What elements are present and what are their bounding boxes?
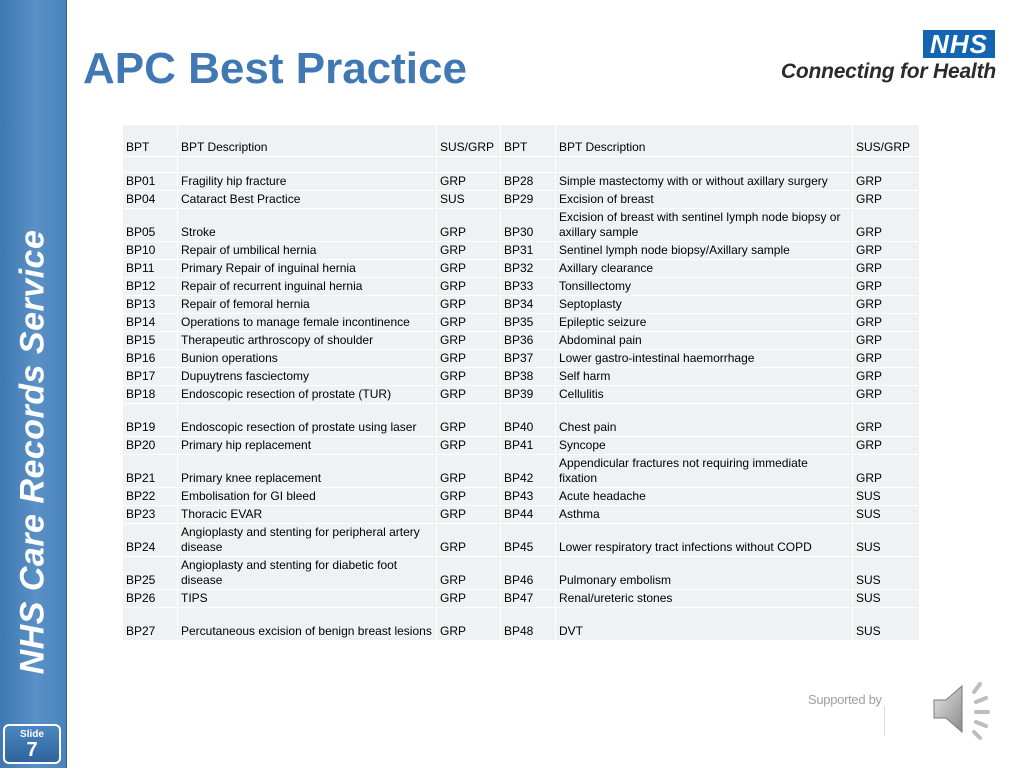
table-cell: Appendicular fractures not requiring immediate fixation (556, 455, 853, 488)
divider (884, 706, 885, 736)
table-cell: GRP (853, 296, 920, 314)
sidebar-band (0, 0, 67, 768)
table-cell: Acute headache (556, 488, 853, 506)
table-cell: Therapeutic arthroscopy of shoulder (178, 332, 437, 350)
table-cell: GRP (437, 506, 501, 524)
table-cell: BP16 (123, 350, 178, 368)
table-cell: GRP (853, 368, 920, 386)
table-row (123, 278, 920, 296)
table-cell: BP10 (123, 242, 178, 260)
table-cell: BP28 (501, 173, 556, 191)
table-cell: Sentinel lymph node biopsy/Axillary sample (556, 242, 853, 260)
table-cell: GRP (853, 242, 920, 260)
table-cell: BP23 (123, 506, 178, 524)
table-cell: BP33 (501, 278, 556, 296)
table-cell: Dupuytrens fasciectomy (178, 368, 437, 386)
table-cell: GRP (437, 488, 501, 506)
table-cell: GRP (437, 260, 501, 278)
table-cell: BP24 (123, 524, 178, 557)
slide-number-badge (3, 724, 61, 764)
table-cell: GRP (437, 296, 501, 314)
table-cell: GRP (853, 278, 920, 296)
table-cell: Syncope (556, 437, 853, 455)
table-cell: GRP (437, 437, 501, 455)
table-row (123, 332, 920, 350)
table-cell: GRP (437, 557, 501, 590)
table-cell: GRP (853, 332, 920, 350)
table-row (123, 590, 920, 608)
table-cell: BP04 (123, 191, 178, 209)
table-cell: BP34 (501, 296, 556, 314)
table-cell: BP13 (123, 296, 178, 314)
table-row (123, 386, 920, 404)
table-row (123, 506, 920, 524)
table-cell: GRP (437, 524, 501, 557)
table-cell: Repair of recurrent inguinal hernia (178, 278, 437, 296)
table-cell: BP48 (501, 608, 556, 641)
table-cell: SUS (853, 488, 920, 506)
table-cell: TIPS (178, 590, 437, 608)
table-cell: BP43 (501, 488, 556, 506)
table-cell: BP18 (123, 386, 178, 404)
slide-label: Slide (20, 729, 44, 740)
table-row (123, 368, 920, 386)
table-cell: GRP (437, 278, 501, 296)
table-cell: GRP (437, 608, 501, 641)
table-cell: Percutaneous excision of benign breast lesions (178, 608, 437, 641)
table-cell: Self harm (556, 368, 853, 386)
table-cell: Asthma (556, 506, 853, 524)
table-cell: Excision of breast (556, 191, 853, 209)
table-cell: BP26 (123, 590, 178, 608)
table-spacer-row (123, 157, 920, 173)
header-cell: BPT (123, 125, 178, 157)
brand-tagline: Connecting for Health (780, 60, 996, 83)
header-cell: BPT Description (178, 125, 437, 157)
table-row (123, 209, 920, 242)
table-row (123, 608, 920, 641)
table-row (123, 488, 920, 506)
table-cell: BP47 (501, 590, 556, 608)
table-cell: BP25 (123, 557, 178, 590)
table-cell: GRP (437, 173, 501, 191)
table-cell: BP45 (501, 524, 556, 557)
table-cell: BP36 (501, 332, 556, 350)
table-cell: Excision of breast with sentinel lymph node biopsy or axillary sample (556, 209, 853, 242)
table-cell: Chest pain (556, 404, 853, 437)
table-cell: Cellulitis (556, 386, 853, 404)
table-cell: BP30 (501, 209, 556, 242)
table-cell: Repair of umbilical hernia (178, 242, 437, 260)
table-cell: Endoscopic resection of prostate (TUR) (178, 386, 437, 404)
speaker-icon[interactable] (930, 676, 996, 742)
table-cell: BP38 (501, 368, 556, 386)
table-row (123, 437, 920, 455)
table-cell: GRP (437, 455, 501, 488)
table-cell: Fragility hip fracture (178, 173, 437, 191)
table-cell: GRP (853, 350, 920, 368)
table-cell: BP37 (501, 350, 556, 368)
table-cell: GRP (437, 350, 501, 368)
table-cell: BP41 (501, 437, 556, 455)
table-row (123, 314, 920, 332)
best-practice-table (122, 124, 920, 641)
table-cell: BP40 (501, 404, 556, 437)
table-row (123, 191, 920, 209)
header-cell: SUS/GRP (853, 125, 920, 157)
table-cell: Renal/ureteric stones (556, 590, 853, 608)
table-row (123, 350, 920, 368)
table-cell: Cataract Best Practice (178, 191, 437, 209)
table-cell: Angioplasty and stenting for diabetic foot disease (178, 557, 437, 590)
table-cell: GRP (853, 173, 920, 191)
table-cell: Axillary clearance (556, 260, 853, 278)
supported-by-text: Supported by (808, 692, 882, 707)
table-cell: BP32 (501, 260, 556, 278)
table-cell: BP17 (123, 368, 178, 386)
table-cell: BP21 (123, 455, 178, 488)
table-cell: GRP (437, 368, 501, 386)
table-cell: Pulmonary embolism (556, 557, 853, 590)
table-cell: BP14 (123, 314, 178, 332)
table-cell: GRP (437, 209, 501, 242)
table-cell: Lower gastro-intestinal haemorrhage (556, 350, 853, 368)
table-cell: SUS (853, 608, 920, 641)
table-cell: SUS (853, 590, 920, 608)
table-cell: DVT (556, 608, 853, 641)
table-cell: GRP (437, 590, 501, 608)
table-cell: Operations to manage female incontinence (178, 314, 437, 332)
header-cell: BPT (501, 125, 556, 157)
table-cell: BP39 (501, 386, 556, 404)
table-cell: BP12 (123, 278, 178, 296)
table-cell: BP35 (501, 314, 556, 332)
table-cell: Epileptic seizure (556, 314, 853, 332)
table-cell: Primary Repair of inguinal hernia (178, 260, 437, 278)
table-cell: Bunion operations (178, 350, 437, 368)
table-cell: SUS (853, 557, 920, 590)
table-cell: GRP (437, 314, 501, 332)
table-row (123, 404, 920, 437)
table-cell: Repair of femoral hernia (178, 296, 437, 314)
table-row (123, 242, 920, 260)
table-cell: BP46 (501, 557, 556, 590)
table-row (123, 173, 920, 191)
table-cell: BP15 (123, 332, 178, 350)
table-row (123, 524, 920, 557)
table-cell: GRP (437, 332, 501, 350)
table-cell: Lower respiratory tract infections without COPD (556, 524, 853, 557)
table-cell: BP44 (501, 506, 556, 524)
table-cell: BP11 (123, 260, 178, 278)
table-cell: BP31 (501, 242, 556, 260)
header-cell: BPT Description (556, 125, 853, 157)
table-cell: Embolisation for GI bleed (178, 488, 437, 506)
table-row (123, 557, 920, 590)
table-cell: Thoracic EVAR (178, 506, 437, 524)
slide-number: 7 (26, 739, 38, 761)
page-title: APC Best Practice (83, 44, 467, 93)
table-cell: GRP (853, 437, 920, 455)
table-cell: GRP (853, 191, 920, 209)
table-cell: Simple mastectomy with or without axillary surgery (556, 173, 853, 191)
table-cell: BP20 (123, 437, 178, 455)
table-cell: BP19 (123, 404, 178, 437)
table-cell: Angioplasty and stenting for peripheral artery disease (178, 524, 437, 557)
sidebar-title: NHS Care Records Service (13, 229, 52, 675)
table-cell: GRP (437, 242, 501, 260)
header-cell: SUS/GRP (437, 125, 501, 157)
table-header-row (123, 125, 920, 157)
table-cell: Stroke (178, 209, 437, 242)
table-cell: Septoplasty (556, 296, 853, 314)
table-row (123, 260, 920, 278)
table-cell: Tonsillectomy (556, 278, 853, 296)
table-cell: Primary knee replacement (178, 455, 437, 488)
table-cell: GRP (853, 260, 920, 278)
table-cell: Endoscopic resection of prostate using laser (178, 404, 437, 437)
table-cell: GRP (437, 404, 501, 437)
table-cell: BP22 (123, 488, 178, 506)
table-cell: SUS (853, 506, 920, 524)
table-cell: GRP (853, 209, 920, 242)
table-cell: Abdominal pain (556, 332, 853, 350)
table-cell: BP01 (123, 173, 178, 191)
table-cell: BP42 (501, 455, 556, 488)
table-cell: Primary hip replacement (178, 437, 437, 455)
table-cell: GRP (853, 455, 920, 488)
table-cell: GRP (437, 386, 501, 404)
table-row (123, 296, 920, 314)
table-row (123, 455, 920, 488)
table-cell: GRP (853, 386, 920, 404)
table-cell: BP27 (123, 608, 178, 641)
nhs-logo: NHS (923, 30, 995, 58)
table-cell: GRP (853, 404, 920, 437)
table-cell: BP05 (123, 209, 178, 242)
table-cell: GRP (853, 314, 920, 332)
table-cell: SUS (853, 524, 920, 557)
table-cell: SUS (437, 191, 501, 209)
table-cell: BP29 (501, 191, 556, 209)
